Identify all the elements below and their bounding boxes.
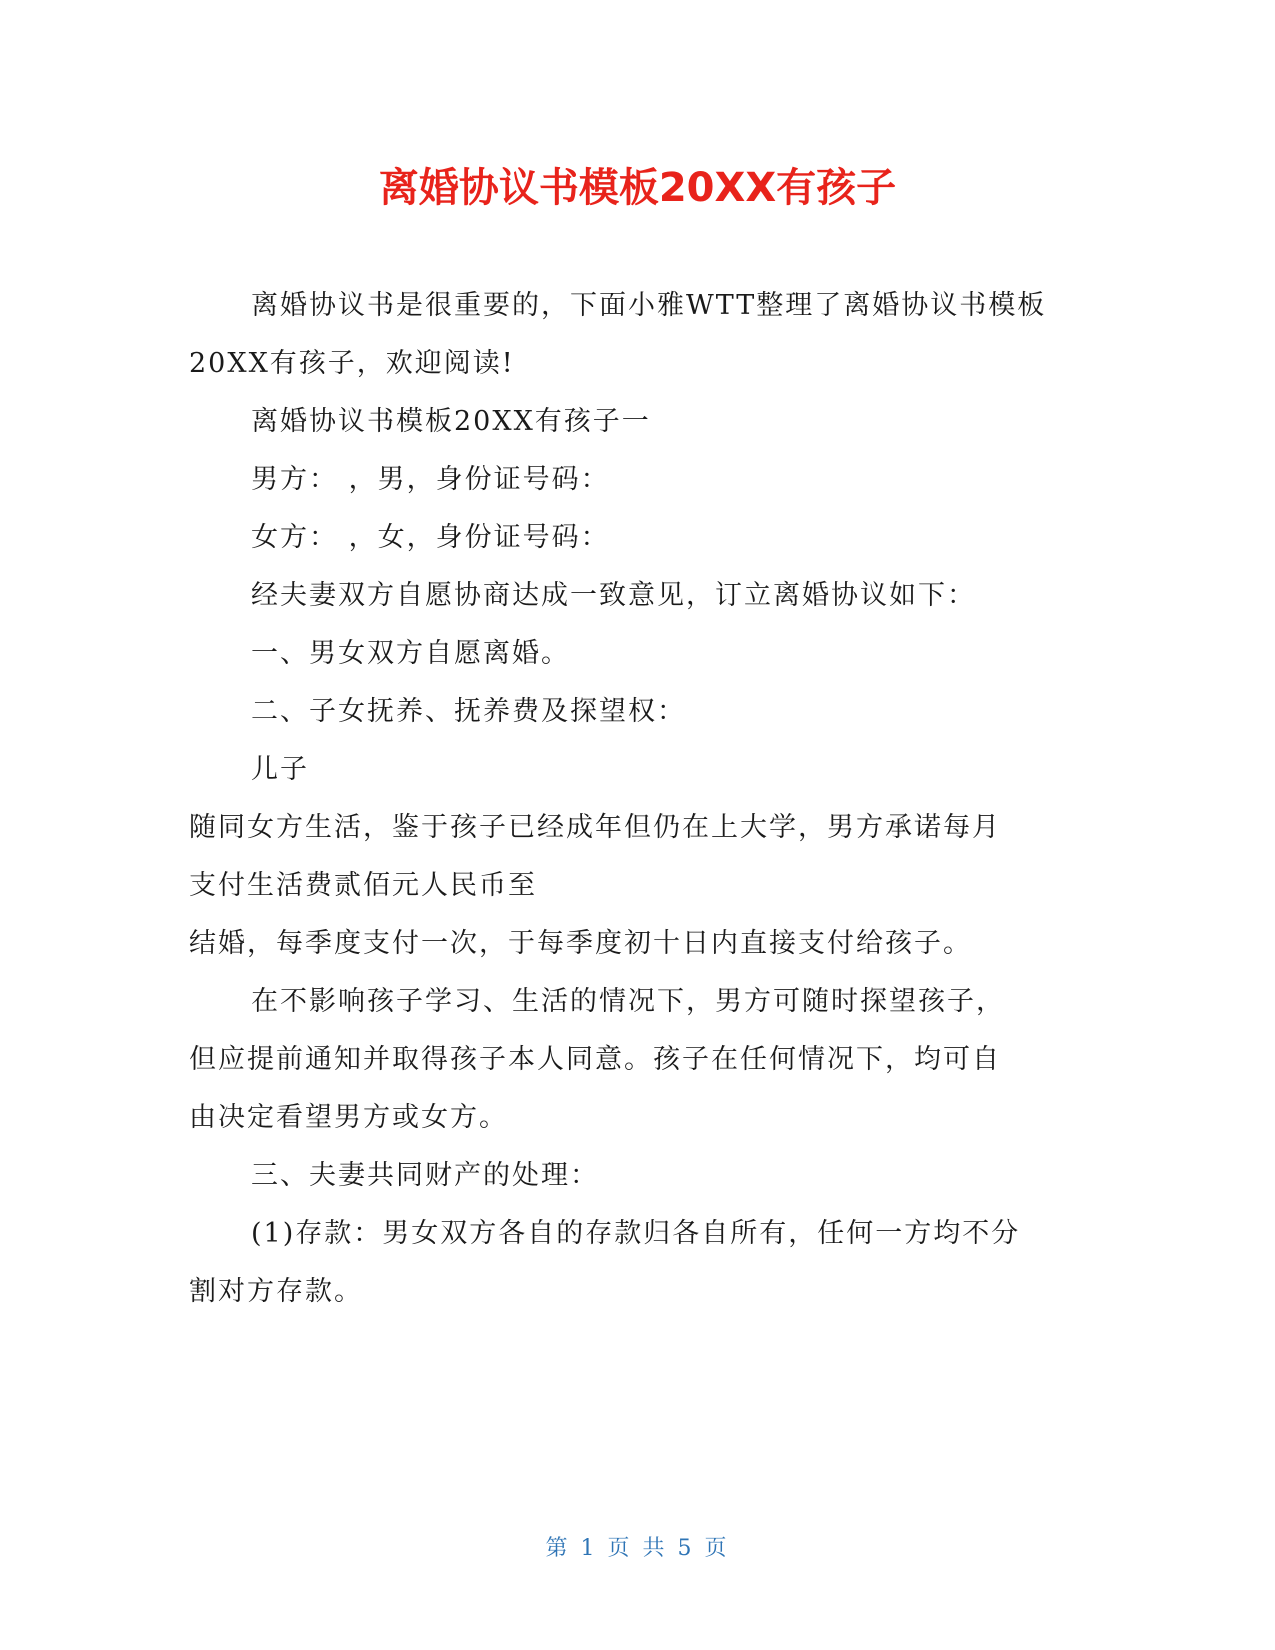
- document-title: 离婚协议书模板20XX有孩子: [378, 165, 897, 211]
- paragraph-line: 由决定看望男方或女方。: [189, 1102, 508, 1133]
- paragraph-line: 男方： ，男，身份证号码：: [251, 464, 610, 495]
- paragraph-line: 但应提前通知并取得孩子本人同意。孩子在任何情况下，均可自: [189, 1044, 1001, 1075]
- paragraph-line: 结婚，每季度支付一次，于每季度初十日内直接支付给孩子。: [189, 928, 972, 959]
- paragraph-line: (1)存款：男女双方各自的存款归各自所有，任何一方均不分: [251, 1218, 1021, 1249]
- paragraph-line: 儿子: [251, 754, 309, 785]
- paragraph-line: 支付生活费贰佰元人民币至: [189, 870, 537, 901]
- paragraph-line: 在不影响孩子学习、生活的情况下，男方可随时探望孩子，: [251, 986, 1005, 1017]
- clause-heading: 二、子女抚养、抚养费及探望权：: [251, 696, 686, 727]
- paragraph-line: 离婚协议书是很重要的，下面小雅WTT整理了离婚协议书模板: [251, 290, 1047, 321]
- clause-heading: 三、夫妻共同财产的处理：: [251, 1160, 599, 1191]
- clause-heading: 一、男女双方自愿离婚。: [251, 638, 570, 669]
- paragraph-line: 经夫妻双方自愿协商达成一致意见，订立离婚协议如下：: [251, 580, 976, 611]
- paragraph-line: 随同女方生活，鉴于孩子已经成年但仍在上大学，男方承诺每月: [189, 812, 1001, 843]
- paragraph-line: 女方： ，女，身份证号码：: [251, 522, 610, 553]
- paragraph-line: 20XX有孩子，欢迎阅读!: [189, 348, 515, 379]
- section-heading: 离婚协议书模板20XX有孩子一: [251, 406, 651, 437]
- page-number-footer: 第 1 页 共 5 页: [545, 1536, 730, 1561]
- paragraph-line: 割对方存款。: [189, 1276, 363, 1307]
